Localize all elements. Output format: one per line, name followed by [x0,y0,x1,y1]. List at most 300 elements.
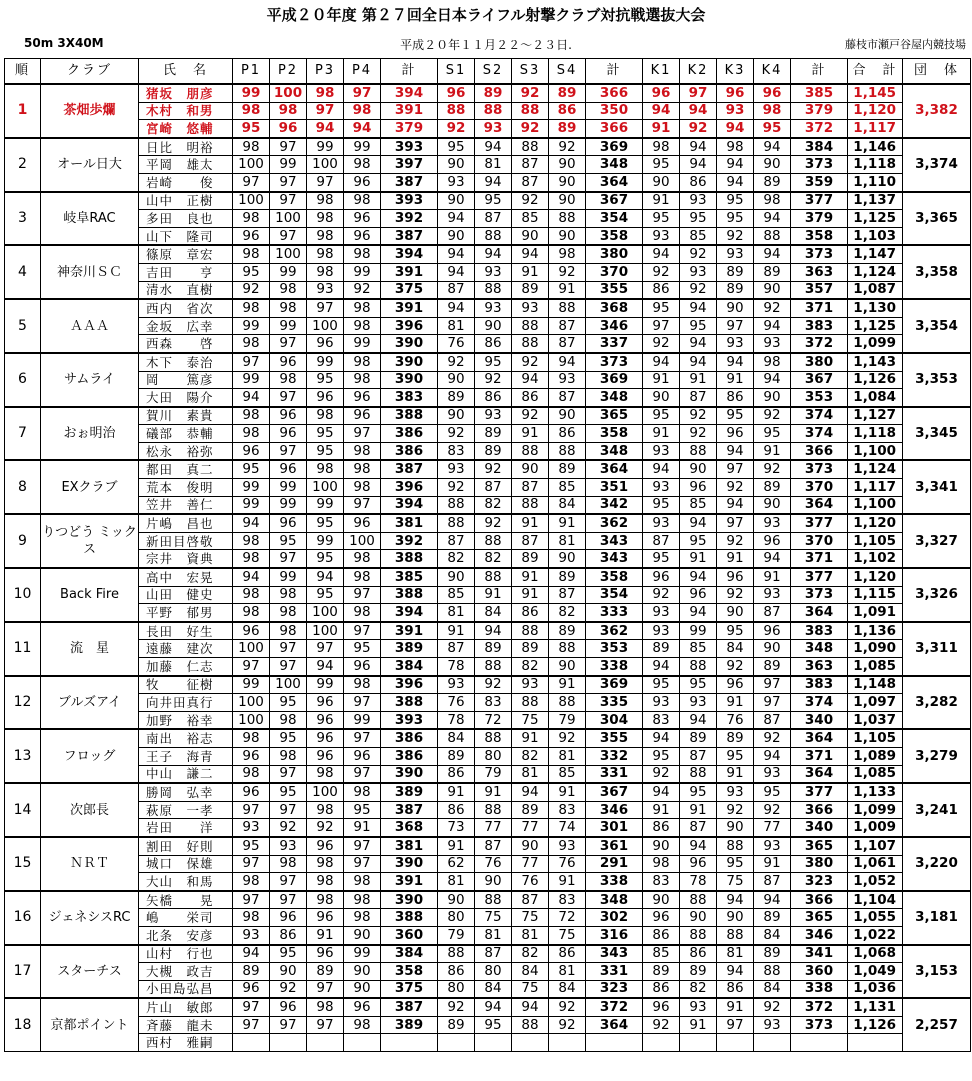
score-cell: 93 [549,371,586,389]
score-cell: 78 [438,658,475,676]
score-cell: 89 [754,263,791,281]
team-total-cell: 3,365 [903,192,971,246]
score-cell: 95 [438,138,475,156]
score-cell: 88 [549,442,586,460]
score-cell: 390 [381,765,438,783]
score-cell: 92 [475,676,512,694]
score-cell: 95 [643,747,680,765]
score-cell: 94 [754,210,791,228]
score-cell: 364 [791,765,848,783]
score-cell: 94 [754,891,791,909]
rank-cell: 1 [5,84,41,138]
score-cell: 366 [791,801,848,819]
score-cell: 86 [643,281,680,299]
score-cell: 93 [512,676,549,694]
table-row [5,837,971,855]
score-cell: 337 [586,335,643,353]
score-cell: 78 [680,873,717,891]
score-cell: 98 [233,532,270,550]
score-cell: 100 [344,532,381,550]
score-cell: 100 [307,479,344,497]
score-cell: 93 [643,604,680,622]
score-cell [438,1034,475,1052]
score-cell: 98 [344,479,381,497]
score-cell: 95 [643,676,680,694]
score-cell: 87 [512,156,549,174]
score-cell: 95 [233,460,270,478]
score-cell: 94 [643,460,680,478]
score-cell: 94 [754,317,791,335]
score-cell: 98 [717,138,754,156]
score-cell: 98 [307,460,344,478]
score-cell [233,1034,270,1052]
score-cell: 85 [680,227,717,245]
score-cell: 98 [233,299,270,317]
header-cell: S2 [475,59,512,85]
score-cell: 90 [475,317,512,335]
score-cell: 95 [643,210,680,228]
table-row [5,640,971,658]
score-cell: 97 [307,640,344,658]
score-cell: 97 [307,102,344,120]
shooter-name: 高中 宏晃 [139,568,233,586]
score-cell: 348 [586,156,643,174]
table-row [5,353,971,371]
grand-total-cell: 1,090 [848,640,903,658]
score-cell: 96 [717,568,754,586]
score-cell: 96 [307,694,344,712]
score-cell: 88 [512,317,549,335]
table-row [5,926,971,944]
score-cell: 363 [791,263,848,281]
score-cell: 95 [233,837,270,855]
score-cell: 89 [754,658,791,676]
score-cell: 93 [438,676,475,694]
score-cell: 323 [791,873,848,891]
score-cell: 97 [344,496,381,514]
score-cell: 96 [680,479,717,497]
score-cell: 94 [475,998,512,1016]
score-cell: 94 [475,173,512,191]
score-cell: 94 [680,353,717,371]
shooter-name: 北条 安彦 [139,926,233,944]
score-cell: 92 [643,263,680,281]
score-cell: 100 [270,676,307,694]
team-total-cell: 3,282 [903,676,971,730]
score-cell: 358 [586,425,643,443]
grand-total-cell: 1,143 [848,353,903,371]
score-cell: 92 [643,1016,680,1034]
score-cell: 87 [512,173,549,191]
grand-total-cell: 1,061 [848,855,903,873]
score-cell: 83 [643,711,680,729]
score-cell: 88 [549,694,586,712]
score-cell: 91 [643,425,680,443]
score-cell: 353 [791,389,848,407]
score-cell: 75 [717,873,754,891]
score-cell: 86 [512,389,549,407]
score-cell: 338 [586,658,643,676]
score-cell: 98 [344,909,381,927]
score-cell: 95 [344,801,381,819]
score-cell: 94 [643,245,680,263]
score-cell: 304 [586,711,643,729]
score-cell: 92 [549,998,586,1016]
score-cell: 364 [791,729,848,747]
table-row [5,945,971,963]
table-row [5,389,971,407]
score-cell: 95 [717,407,754,425]
score-cell: 100 [307,622,344,640]
table-row [5,335,971,353]
shooter-name: 斉藤 龍未 [139,1016,233,1034]
score-cell: 97 [270,227,307,245]
score-cell: 357 [791,281,848,299]
score-cell [754,1034,791,1052]
score-cell: 94 [475,138,512,156]
score-cell: 98 [307,84,344,102]
score-cell: 98 [344,676,381,694]
score-cell: 81 [475,926,512,944]
table-row [5,1034,971,1052]
score-cell: 379 [791,210,848,228]
score-cell: 93 [512,299,549,317]
score-cell: 89 [438,747,475,765]
grand-total-cell: 1,110 [848,173,903,191]
shooter-name: 萩原 一孝 [139,801,233,819]
score-cell: 83 [549,891,586,909]
score-cell: 87 [754,604,791,622]
table-row [5,550,971,568]
score-cell [680,1034,717,1052]
score-cell: 100 [233,640,270,658]
score-cell: 361 [586,837,643,855]
score-cell: 81 [549,532,586,550]
grand-total-cell [848,1034,903,1052]
grand-total-cell: 1,126 [848,1016,903,1034]
score-cell: 93 [233,926,270,944]
club-cell: オール日大 [41,138,139,192]
score-cell: 92 [270,980,307,998]
score-cell: 95 [643,496,680,514]
score-cell: 369 [586,676,643,694]
shooter-name: 荒本 俊明 [139,479,233,497]
table-row [5,496,971,514]
score-cell: 342 [586,496,643,514]
score-cell: 87 [680,389,717,407]
score-cell: 98 [233,765,270,783]
score-cell: 93 [680,694,717,712]
score-cell: 86 [717,980,754,998]
score-cell: 360 [791,963,848,981]
score-cell: 96 [643,568,680,586]
score-cell: 88 [438,496,475,514]
table-row [5,694,971,712]
club-cell: フロッグ [41,729,139,783]
score-cell: 343 [586,550,643,568]
score-cell: 96 [233,747,270,765]
score-cell: 88 [475,281,512,299]
score-cell: 76 [438,335,475,353]
score-cell: 93 [438,173,475,191]
score-cell: 358 [381,963,438,981]
rank-cell: 10 [5,568,41,622]
score-cell: 348 [791,640,848,658]
score-cell: 98 [233,138,270,156]
score-cell: 97 [717,514,754,532]
header-cell: K2 [680,59,717,85]
score-cell: 97 [233,353,270,371]
score-cell: 388 [381,694,438,712]
club-cell: 神奈川ＳＣ [41,245,139,299]
score-cell: 98 [307,227,344,245]
score-cell: 96 [233,783,270,801]
score-cell: 85 [438,586,475,604]
score-cell: 331 [586,963,643,981]
header-cell: S3 [512,59,549,85]
score-cell: 91 [643,371,680,389]
score-cell: 86 [643,926,680,944]
club-cell: Back Fire [41,568,139,622]
score-cell: 92 [438,353,475,371]
rank-cell: 8 [5,460,41,514]
grand-total-cell: 1,104 [848,891,903,909]
score-cell: 340 [791,819,848,837]
score-cell: 90 [512,460,549,478]
rank-cell: 12 [5,676,41,730]
table-row [5,156,971,174]
shooter-name: 片山 敏郎 [139,998,233,1016]
score-cell: 97 [233,891,270,909]
score-cell: 87 [549,335,586,353]
score-cell: 89 [549,622,586,640]
score-cell: 87 [438,532,475,550]
score-cell: 99 [233,317,270,335]
score-cell: 98 [344,604,381,622]
score-cell: 99 [270,496,307,514]
score-cell: 95 [307,371,344,389]
team-total-cell: 3,311 [903,622,971,676]
score-cell: 371 [791,550,848,568]
score-cell: 93 [643,694,680,712]
score-cell: 94 [754,138,791,156]
score-cell: 74 [549,819,586,837]
score-cell: 96 [270,353,307,371]
score-cell: 358 [586,568,643,586]
grand-total-cell: 1,085 [848,658,903,676]
grand-total-cell: 1,117 [848,479,903,497]
score-cell: 77 [754,819,791,837]
score-cell: 94 [512,245,549,263]
grand-total-cell: 1,107 [848,837,903,855]
score-cell: 99 [270,317,307,335]
score-cell: 383 [791,622,848,640]
score-cell: 91 [549,676,586,694]
score-cell: 95 [233,120,270,138]
header-cell: クラブ [41,59,139,85]
score-cell: 99 [270,568,307,586]
score-cell: 99 [233,676,270,694]
score-cell: 383 [381,389,438,407]
header-cell: K1 [643,59,680,85]
score-cell: 88 [475,729,512,747]
score-cell: 93 [307,281,344,299]
score-cell: 387 [381,998,438,1016]
score-cell: 91 [680,1016,717,1034]
score-cell: 393 [381,192,438,210]
score-cell: 98 [270,299,307,317]
score-cell: 93 [680,998,717,1016]
score-cell: 96 [307,909,344,927]
grand-total-cell: 1,084 [848,389,903,407]
score-cell: 84 [549,980,586,998]
score-cell: 95 [643,156,680,174]
score-cell: 387 [381,801,438,819]
score-cell: 99 [344,138,381,156]
club-cell: 流 星 [41,622,139,676]
score-cell: 331 [586,765,643,783]
score-cell: 78 [438,711,475,729]
score-cell: 88 [680,765,717,783]
score-cell: 98 [307,263,344,281]
shooter-name: 嶋 栄司 [139,909,233,927]
grand-total-cell: 1,148 [848,676,903,694]
score-cell: 368 [381,819,438,837]
score-cell [475,1034,512,1052]
score-cell: 91 [717,694,754,712]
score-cell: 97 [270,442,307,460]
score-cell: 89 [754,945,791,963]
score-cell: 92 [680,281,717,299]
score-cell: 90 [549,407,586,425]
club-cell: サムライ [41,353,139,407]
score-cell: 91 [754,568,791,586]
score-cell: 375 [381,980,438,998]
score-cell: 91 [512,263,549,281]
score-cell: 97 [344,586,381,604]
score-cell: 363 [791,658,848,676]
table-row [5,1016,971,1034]
grand-total-cell: 1,115 [848,586,903,604]
score-cell [643,1034,680,1052]
score-cell: 96 [754,532,791,550]
score-cell: 82 [512,945,549,963]
team-total-cell: 3,341 [903,460,971,514]
score-cell: 354 [586,586,643,604]
score-cell: 393 [381,138,438,156]
score-cell: 95 [475,353,512,371]
grand-total-cell: 1,009 [848,819,903,837]
score-cell: 100 [233,711,270,729]
score-cell: 90 [549,173,586,191]
score-cell: 94 [549,353,586,371]
score-cell: 369 [586,138,643,156]
score-cell: 95 [270,945,307,963]
score-cell: 91 [717,998,754,1016]
score-cell: 87 [549,317,586,335]
score-cell: 81 [512,765,549,783]
club-cell: りつどう ミックス [41,514,139,568]
score-cell: 388 [381,586,438,604]
score-cell: 97 [307,980,344,998]
score-cell: 92 [717,227,754,245]
score-cell: 97 [270,873,307,891]
score-cell: 89 [549,120,586,138]
score-cell: 391 [381,873,438,891]
grand-total-cell: 1,120 [848,514,903,532]
score-cell: 96 [344,514,381,532]
score-cell: 95 [270,729,307,747]
score-cell: 94 [717,156,754,174]
score-cell: 90 [754,496,791,514]
header-cell: P4 [344,59,381,85]
table-row [5,532,971,550]
table-row [5,227,971,245]
score-cell [307,1034,344,1052]
score-cell: 89 [233,963,270,981]
score-cell: 92 [717,479,754,497]
score-cell: 332 [586,747,643,765]
score-cell: 95 [307,425,344,443]
score-cell: 95 [307,550,344,568]
rank-cell: 13 [5,729,41,783]
score-cell: 85 [512,210,549,228]
score-cell [586,1034,643,1052]
score-cell: 100 [307,783,344,801]
header-cell: K3 [717,59,754,85]
header-cell: 順 [5,59,41,85]
score-cell: 96 [344,210,381,228]
score-cell: 86 [438,801,475,819]
score-cell: 90 [438,192,475,210]
score-cell: 89 [512,801,549,819]
score-cell: 351 [586,479,643,497]
score-cell: 92 [754,998,791,1016]
score-cell: 89 [438,1016,475,1034]
score-cell: 96 [344,747,381,765]
score-cell: 97 [233,173,270,191]
event-label: 50m 3X40M [24,36,104,50]
score-cell: 87 [512,891,549,909]
score-cell: 98 [344,568,381,586]
score-cell: 98 [233,604,270,622]
score-cell: 97 [344,425,381,443]
score-cell: 92 [549,263,586,281]
grand-total-cell: 1,137 [848,192,903,210]
shooter-name: 日比 明裕 [139,138,233,156]
score-cell: 343 [586,945,643,963]
team-total-cell: 3,241 [903,783,971,837]
score-cell: 85 [680,640,717,658]
table-row [5,963,971,981]
score-cell: 91 [475,783,512,801]
score-cell: 76 [475,855,512,873]
score-cell: 358 [791,227,848,245]
rank-cell: 17 [5,945,41,999]
rank-cell: 18 [5,998,41,1051]
score-cell: 95 [717,622,754,640]
shooter-name: 都田 真二 [139,460,233,478]
score-cell: 88 [475,568,512,586]
score-cell: 97 [643,317,680,335]
score-cell: 97 [344,694,381,712]
score-cell: 385 [381,568,438,586]
score-cell: 380 [586,245,643,263]
score-cell: 366 [586,120,643,138]
score-cell: 389 [381,640,438,658]
score-cell: 316 [586,926,643,944]
score-cell: 366 [791,442,848,460]
